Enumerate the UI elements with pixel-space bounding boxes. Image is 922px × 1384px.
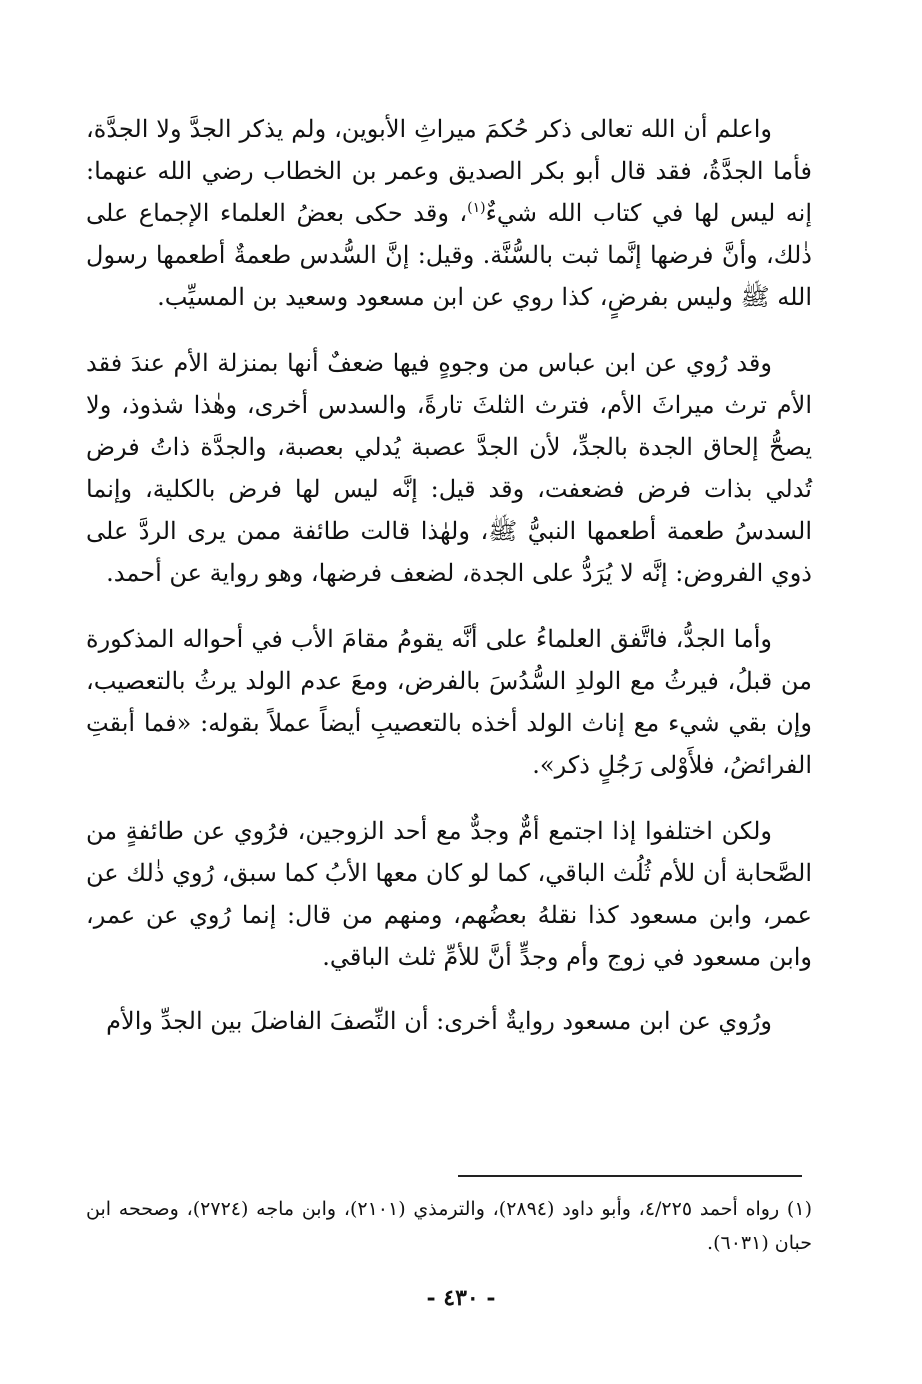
footnote: (١) رواه أحمد ٤/٢٢٥، وأبو داود (٢٨٩٤)، والترمذي (٢١٠١)، وابن ماجه (٢٧٢٤)، وصححه ابن حبان (٦٠٣١).	[86, 1198, 812, 1254]
page-number: - ٤٣٠ -	[426, 1285, 496, 1311]
paragraph-grandfather: وأما الجدُّ، فاتَّفق العلماءُ على أنَّه يقومُ مقامَ الأب في أحواله المذكورة من قبلُ، فيرثُ مع الولدِ السُّدُسَ بالفرض، ومعَ عدم الولد يرثُ بالتعصيب، وإن بقي شيء مع إناث الولد أخذه بالتعصيبِ أيضاً عملاً بقوله: «فما أبقتِ الفرائضُ، فلأَوْلى رَجُلٍ ذكر».	[86, 625, 812, 779]
paragraph-disagreement: ولكن اختلفوا إذا اجتمع أمٌّ وجدٌّ مع أحد الزوجين، فرُوي عن طائفةٍ من الصَّحابة أن للأم ثُلُث الباقي، كما لو كان معها الأبُ كما سبق، رُوي ذٰلك عن عمر، وابن مسعود كذا نقلهُ بعضُهم، ومنهم من قال: إنما رُوي عن عمر، وابن مسعود في زوج وأم وجدٍّ أنَّ للأمِّ ثلث الباقي.	[86, 817, 812, 971]
paragraph-grandmother	[86, 108, 812, 318]
paragraph-ibn-abbas: وقد رُوي عن ابن عباس من وجوهٍ فيها ضعفٌ أنها بمنزلة الأم عندَ فقد الأم ترث ميراثَ الأم، فترث الثلثَ تارةً، والسدس أخرى، وهٰذا شذوذ، ولا يصحُّ إلحاق الجدة بالجدِّ، لأن الجدَّ عصبة يُدلي بعصبة، والجدَّة ذاتُ فرض تُدلي بذات فرض فضعفت، وقد قيل: إنَّه ليس لها فرض بالكلية، وإنما السدسُ طعمة أطعمها النبيُّ ﷺ، ولهٰذا قالت طائفة ممن يرى الردَّ على ذوي الفروض: إنَّه لا يُرَدُّ على الجدة، لضعف فرضها، وهو رواية عن أحمد.	[86, 349, 812, 587]
paragraph-grandmother-text-continued: ، وقد حكى بعضُ العلماء الإجماع على ذٰلك، وأنَّ فرضها إنَّما ثبت بالسُّنَّة. وقيل: إنَّ السُّدس طعمةٌ أطعمها رسول الله ﷺ وليس بفرضٍ، كذا روي عن ابن مسعود وسعيد بن المسيِّب.	[86, 199, 812, 311]
footnote-marker: (١)	[467, 200, 486, 216]
main-text	[86, 108, 812, 1066]
footnote-divider	[458, 1175, 802, 1177]
paragraph-ibn-masud: ورُوي عن ابن مسعود روايةٌ أخرى: أن النِّصفَ الفاضلَ بين الجدِّ والأم	[106, 1007, 772, 1035]
paragraph-grandmother-text: واعلم أن الله تعالى ذكر حُكمَ ميراثِ الأبوين، ولم يذكر الجدَّ ولا الجدَّة، فأما الجدَّةُ، فقد قال أبو بكر الصديق وعمر بن الخطاب رضي الله عنهما: إنه ليس لها في كتاب الله شيءٌ	[86, 115, 812, 227]
